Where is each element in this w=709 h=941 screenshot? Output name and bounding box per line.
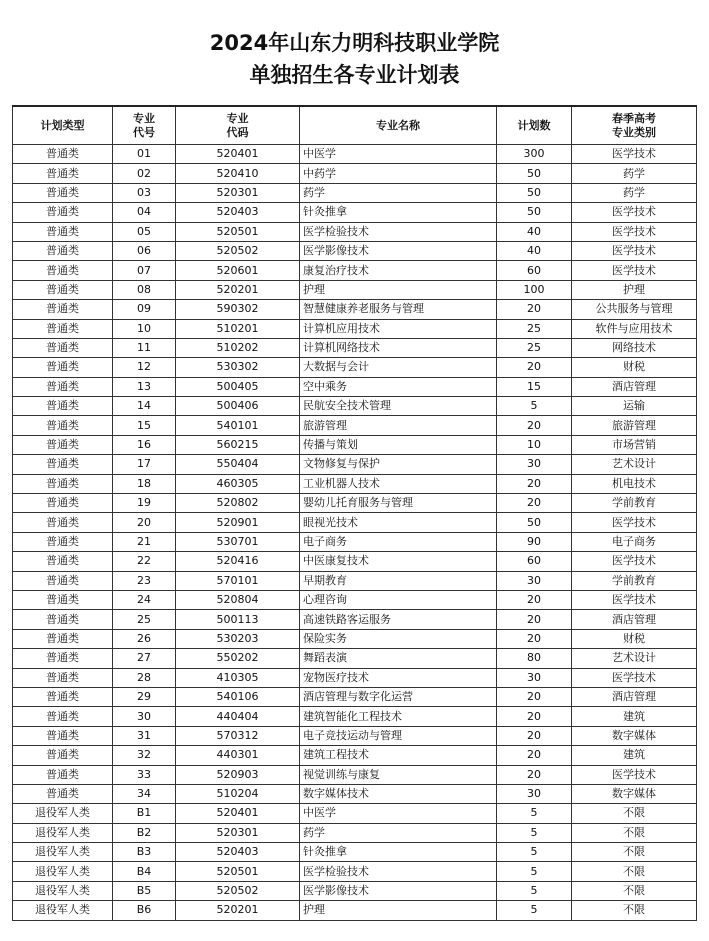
cell-major-name: 电子商务: [300, 532, 497, 551]
cell-major-number: 25: [113, 610, 176, 629]
cell-major-name: 电子竞技运动与管理: [300, 726, 497, 745]
cell-major-name: 针灸推拿: [300, 843, 497, 862]
cell-major-name: 早期教育: [300, 571, 497, 590]
cell-plan-type: 普通类: [13, 552, 113, 571]
cell-major-name: 中医学: [300, 804, 497, 823]
cell-major-name: 婴幼儿托育服务与管理: [300, 494, 497, 513]
cell-major-code: 520804: [176, 590, 300, 609]
cell-major-number: B2: [113, 823, 176, 842]
cell-spring-exam-category: 医学技术: [572, 552, 697, 571]
enrollment-plan-table: [12, 105, 697, 921]
table-row: [13, 183, 697, 202]
cell-major-number: 30: [113, 707, 176, 726]
cell-major-name: 民航安全技术管理: [300, 397, 497, 416]
cell-plan-type: 普通类: [13, 455, 113, 474]
cell-major-number: 20: [113, 513, 176, 532]
cell-major-number: 16: [113, 435, 176, 454]
cell-plan-count: 5: [497, 901, 572, 920]
cell-major-code: 440301: [176, 746, 300, 765]
cell-major-number: 31: [113, 726, 176, 745]
cell-spring-exam-category: 酒店管理: [572, 610, 697, 629]
cell-spring-exam-category: 护理: [572, 280, 697, 299]
table-row: [13, 765, 697, 784]
cell-major-name: 数字媒体技术: [300, 784, 497, 803]
cell-major-name: 药学: [300, 183, 497, 202]
cell-major-number: 08: [113, 280, 176, 299]
cell-spring-exam-category: 建筑: [572, 707, 697, 726]
header-plan-type: 计划类型: [13, 106, 113, 145]
cell-major-number: 09: [113, 300, 176, 319]
table-row: [13, 901, 697, 920]
cell-plan-count: 20: [497, 300, 572, 319]
cell-major-number: 23: [113, 571, 176, 590]
cell-plan-count: 15: [497, 377, 572, 396]
cell-major-name: 中医康复技术: [300, 552, 497, 571]
cell-spring-exam-category: 医学技术: [572, 261, 697, 280]
cell-major-code: 510201: [176, 319, 300, 338]
cell-spring-exam-category: 医学技术: [572, 222, 697, 241]
cell-plan-type: 退役军人类: [13, 862, 113, 881]
cell-major-code: 520601: [176, 261, 300, 280]
cell-plan-count: 50: [497, 183, 572, 202]
cell-major-number: 18: [113, 474, 176, 493]
cell-plan-count: 20: [497, 707, 572, 726]
cell-plan-type: 普通类: [13, 784, 113, 803]
cell-major-code: 500406: [176, 397, 300, 416]
table-row: [13, 784, 697, 803]
cell-major-name: 保险实务: [300, 629, 497, 648]
table-row: [13, 726, 697, 745]
table-row: [13, 746, 697, 765]
cell-major-number: B5: [113, 881, 176, 900]
cell-plan-count: 50: [497, 164, 572, 183]
cell-major-number: 14: [113, 397, 176, 416]
cell-major-code: 520201: [176, 901, 300, 920]
cell-spring-exam-category: 艺术设计: [572, 455, 697, 474]
cell-spring-exam-category: 不限: [572, 881, 697, 900]
cell-plan-count: 100: [497, 280, 572, 299]
table-row: [13, 319, 697, 338]
cell-major-code: 520201: [176, 280, 300, 299]
cell-major-name: 酒店管理与数字化运营: [300, 687, 497, 706]
cell-plan-count: 40: [497, 222, 572, 241]
cell-plan-count: 25: [497, 319, 572, 338]
cell-major-name: 空中乘务: [300, 377, 497, 396]
cell-plan-type: 普通类: [13, 145, 113, 164]
cell-plan-type: 普通类: [13, 319, 113, 338]
table-row: [13, 494, 697, 513]
cell-major-number: 33: [113, 765, 176, 784]
cell-plan-count: 20: [497, 765, 572, 784]
cell-major-code: 530203: [176, 629, 300, 648]
cell-plan-count: 50: [497, 513, 572, 532]
cell-major-code: 510202: [176, 338, 300, 357]
cell-plan-count: 30: [497, 571, 572, 590]
cell-plan-type: 普通类: [13, 338, 113, 357]
table-row: [13, 435, 697, 454]
cell-spring-exam-category: 医学技术: [572, 590, 697, 609]
cell-plan-type: 普通类: [13, 222, 113, 241]
cell-major-number: 01: [113, 145, 176, 164]
cell-plan-type: 普通类: [13, 726, 113, 745]
cell-spring-exam-category: 软件与应用技术: [572, 319, 697, 338]
cell-major-name: 医学影像技术: [300, 881, 497, 900]
cell-spring-exam-category: 艺术设计: [572, 649, 697, 668]
cell-major-code: 560215: [176, 435, 300, 454]
cell-spring-exam-category: 数字媒体: [572, 726, 697, 745]
cell-major-name: 眼视光技术: [300, 513, 497, 532]
cell-plan-type: 普通类: [13, 280, 113, 299]
cell-major-code: 410305: [176, 668, 300, 687]
cell-major-code: 520410: [176, 164, 300, 183]
cell-plan-type: 普通类: [13, 358, 113, 377]
cell-major-code: 500405: [176, 377, 300, 396]
cell-major-code: 520903: [176, 765, 300, 784]
cell-spring-exam-category: 旅游管理: [572, 416, 697, 435]
cell-major-code: 460305: [176, 474, 300, 493]
cell-major-number: B4: [113, 862, 176, 881]
cell-spring-exam-category: 医学技术: [572, 203, 697, 222]
cell-plan-type: 普通类: [13, 416, 113, 435]
table-row: [13, 881, 697, 900]
cell-spring-exam-category: 数字媒体: [572, 784, 697, 803]
header-major-number: 专业 代号: [113, 106, 176, 145]
cell-major-code: 550404: [176, 455, 300, 474]
table-row: [13, 397, 697, 416]
cell-spring-exam-category: 学前教育: [572, 571, 697, 590]
table-row: [13, 610, 697, 629]
cell-plan-count: 5: [497, 397, 572, 416]
cell-major-number: 02: [113, 164, 176, 183]
cell-major-number: B1: [113, 804, 176, 823]
cell-major-code: 520802: [176, 494, 300, 513]
cell-major-name: 智慧健康养老服务与管理: [300, 300, 497, 319]
cell-spring-exam-category: 建筑: [572, 746, 697, 765]
table-row: [13, 843, 697, 862]
cell-plan-type: 普通类: [13, 668, 113, 687]
table-row: [13, 629, 697, 648]
cell-plan-count: 30: [497, 784, 572, 803]
table-row: [13, 145, 697, 164]
cell-major-name: 工业机器人技术: [300, 474, 497, 493]
cell-major-name: 康复治疗技术: [300, 261, 497, 280]
cell-major-number: 28: [113, 668, 176, 687]
table-header-row: [13, 106, 697, 145]
cell-plan-type: 普通类: [13, 203, 113, 222]
cell-spring-exam-category: 酒店管理: [572, 687, 697, 706]
cell-spring-exam-category: 医学技术: [572, 668, 697, 687]
cell-plan-count: 60: [497, 261, 572, 280]
cell-major-name: 护理: [300, 901, 497, 920]
cell-major-code: 500113: [176, 610, 300, 629]
cell-major-number: 21: [113, 532, 176, 551]
cell-major-name: 护理: [300, 280, 497, 299]
cell-plan-type: 普通类: [13, 532, 113, 551]
cell-spring-exam-category: 医学技术: [572, 145, 697, 164]
cell-spring-exam-category: 财税: [572, 358, 697, 377]
cell-plan-type: 普通类: [13, 649, 113, 668]
header-major-code: 专业 代码: [176, 106, 300, 145]
cell-major-number: 26: [113, 629, 176, 648]
cell-major-name: 大数据与会计: [300, 358, 497, 377]
cell-plan-type: 普通类: [13, 474, 113, 493]
cell-plan-type: 普通类: [13, 397, 113, 416]
cell-major-number: B3: [113, 843, 176, 862]
cell-major-number: B6: [113, 901, 176, 920]
cell-major-code: 520301: [176, 823, 300, 842]
cell-major-code: 520901: [176, 513, 300, 532]
cell-plan-count: 20: [497, 629, 572, 648]
cell-plan-count: 20: [497, 687, 572, 706]
table-row: [13, 338, 697, 357]
cell-plan-count: 20: [497, 746, 572, 765]
cell-major-code: 520401: [176, 145, 300, 164]
cell-plan-count: 300: [497, 145, 572, 164]
cell-major-name: 医学检验技术: [300, 222, 497, 241]
cell-plan-count: 90: [497, 532, 572, 551]
cell-major-name: 医学影像技术: [300, 241, 497, 260]
cell-plan-type: 普通类: [13, 241, 113, 260]
cell-major-name: 视觉训练与康复: [300, 765, 497, 784]
table-row: [13, 823, 697, 842]
document-subtitle: 单独招生各专业计划表: [249, 63, 460, 87]
cell-major-name: 旅游管理: [300, 416, 497, 435]
cell-major-name: 传播与策划: [300, 435, 497, 454]
cell-spring-exam-category: 电子商务: [572, 532, 697, 551]
table-row: [13, 164, 697, 183]
cell-plan-type: 普通类: [13, 687, 113, 706]
document-title: 2024年山东力明科技职业学院: [209, 31, 500, 55]
table-row: [13, 241, 697, 260]
cell-major-number: 17: [113, 455, 176, 474]
cell-major-code: 520301: [176, 183, 300, 202]
cell-major-number: 24: [113, 590, 176, 609]
cell-plan-type: 退役军人类: [13, 804, 113, 823]
table-row: [13, 571, 697, 590]
cell-plan-count: 20: [497, 726, 572, 745]
cell-major-name: 中医学: [300, 145, 497, 164]
cell-major-code: 570312: [176, 726, 300, 745]
cell-spring-exam-category: 学前教育: [572, 494, 697, 513]
cell-major-number: 15: [113, 416, 176, 435]
table-row: [13, 687, 697, 706]
cell-plan-type: 普通类: [13, 765, 113, 784]
cell-plan-count: 20: [497, 494, 572, 513]
cell-major-number: 19: [113, 494, 176, 513]
table-row: [13, 455, 697, 474]
table-row: [13, 416, 697, 435]
cell-plan-type: 普通类: [13, 300, 113, 319]
cell-major-name: 心理咨询: [300, 590, 497, 609]
cell-plan-count: 20: [497, 416, 572, 435]
table-body: [13, 145, 697, 921]
cell-major-code: 550202: [176, 649, 300, 668]
cell-major-number: 05: [113, 222, 176, 241]
cell-spring-exam-category: 公共服务与管理: [572, 300, 697, 319]
cell-major-name: 中药学: [300, 164, 497, 183]
cell-plan-type: 普通类: [13, 513, 113, 532]
cell-major-number: 22: [113, 552, 176, 571]
table-row: [13, 862, 697, 881]
cell-plan-type: 普通类: [13, 183, 113, 202]
cell-plan-type: 普通类: [13, 435, 113, 454]
table-row: [13, 377, 697, 396]
cell-major-code: 520502: [176, 241, 300, 260]
cell-major-code: 520501: [176, 862, 300, 881]
cell-major-name: 建筑智能化工程技术: [300, 707, 497, 726]
cell-plan-type: 退役军人类: [13, 881, 113, 900]
cell-major-code: 520501: [176, 222, 300, 241]
table-row: [13, 552, 697, 571]
cell-major-code: 530302: [176, 358, 300, 377]
cell-plan-count: 20: [497, 358, 572, 377]
cell-spring-exam-category: 市场营销: [572, 435, 697, 454]
cell-major-name: 建筑工程技术: [300, 746, 497, 765]
cell-plan-count: 25: [497, 338, 572, 357]
cell-spring-exam-category: 不限: [572, 804, 697, 823]
header-major-name: 专业名称: [300, 106, 497, 145]
cell-plan-type: 普通类: [13, 571, 113, 590]
cell-spring-exam-category: 不限: [572, 901, 697, 920]
cell-major-code: 540106: [176, 687, 300, 706]
table-row: [13, 300, 697, 319]
cell-major-code: 520502: [176, 881, 300, 900]
cell-major-number: 11: [113, 338, 176, 357]
cell-major-name: 宠物医疗技术: [300, 668, 497, 687]
table-row: [13, 474, 697, 493]
cell-spring-exam-category: 不限: [572, 862, 697, 881]
cell-major-code: 570101: [176, 571, 300, 590]
cell-plan-count: 20: [497, 610, 572, 629]
cell-major-code: 510204: [176, 784, 300, 803]
cell-spring-exam-category: 机电技术: [572, 474, 697, 493]
cell-plan-count: 5: [497, 823, 572, 842]
cell-plan-count: 50: [497, 203, 572, 222]
cell-plan-count: 10: [497, 435, 572, 454]
cell-major-name: 计算机网络技术: [300, 338, 497, 357]
cell-major-name: 文物修复与保护: [300, 455, 497, 474]
table-row: [13, 590, 697, 609]
table-row: [13, 280, 697, 299]
table-row: [13, 222, 697, 241]
cell-spring-exam-category: 财税: [572, 629, 697, 648]
cell-plan-type: 普通类: [13, 707, 113, 726]
table-row: [13, 707, 697, 726]
cell-major-number: 03: [113, 183, 176, 202]
cell-plan-count: 30: [497, 668, 572, 687]
cell-major-number: 04: [113, 203, 176, 222]
cell-major-code: 520403: [176, 203, 300, 222]
table-row: [13, 513, 697, 532]
cell-plan-type: 退役军人类: [13, 823, 113, 842]
cell-plan-type: 普通类: [13, 746, 113, 765]
cell-spring-exam-category: 酒店管理: [572, 377, 697, 396]
cell-spring-exam-category: 不限: [572, 843, 697, 862]
cell-plan-count: 5: [497, 862, 572, 881]
cell-plan-count: 20: [497, 590, 572, 609]
cell-major-code: 520401: [176, 804, 300, 823]
cell-plan-count: 20: [497, 474, 572, 493]
cell-major-number: 13: [113, 377, 176, 396]
cell-major-name: 舞蹈表演: [300, 649, 497, 668]
cell-plan-type: 普通类: [13, 629, 113, 648]
cell-plan-type: 普通类: [13, 494, 113, 513]
table-row: [13, 203, 697, 222]
cell-major-name: 高速铁路客运服务: [300, 610, 497, 629]
cell-spring-exam-category: 药学: [572, 164, 697, 183]
cell-plan-count: 40: [497, 241, 572, 260]
table-row: [13, 668, 697, 687]
cell-spring-exam-category: 医学技术: [572, 241, 697, 260]
cell-major-name: 医学检验技术: [300, 862, 497, 881]
cell-major-number: 27: [113, 649, 176, 668]
cell-spring-exam-category: 药学: [572, 183, 697, 202]
cell-major-code: 530701: [176, 532, 300, 551]
cell-spring-exam-category: 网络技术: [572, 338, 697, 357]
cell-spring-exam-category: 不限: [572, 823, 697, 842]
cell-plan-type: 退役军人类: [13, 843, 113, 862]
cell-major-code: 520403: [176, 843, 300, 862]
header-plan-count: 计划数: [497, 106, 572, 145]
header-spring-exam-category: 春季高考 专业类别: [572, 106, 697, 145]
cell-major-number: 34: [113, 784, 176, 803]
cell-spring-exam-category: 运输: [572, 397, 697, 416]
table-row: [13, 261, 697, 280]
cell-plan-type: 普通类: [13, 261, 113, 280]
cell-plan-type: 退役军人类: [13, 901, 113, 920]
cell-major-number: 32: [113, 746, 176, 765]
table-row: [13, 532, 697, 551]
cell-plan-count: 5: [497, 804, 572, 823]
table-row: [13, 358, 697, 377]
cell-plan-count: 80: [497, 649, 572, 668]
cell-major-code: 590302: [176, 300, 300, 319]
cell-plan-count: 5: [497, 881, 572, 900]
cell-plan-count: 30: [497, 455, 572, 474]
cell-spring-exam-category: 医学技术: [572, 765, 697, 784]
table-row: [13, 804, 697, 823]
cell-major-number: 07: [113, 261, 176, 280]
cell-major-number: 12: [113, 358, 176, 377]
cell-major-number: 29: [113, 687, 176, 706]
cell-major-number: 10: [113, 319, 176, 338]
cell-major-code: 440404: [176, 707, 300, 726]
cell-major-code: 520416: [176, 552, 300, 571]
cell-plan-type: 普通类: [13, 377, 113, 396]
cell-plan-type: 普通类: [13, 610, 113, 629]
cell-major-number: 06: [113, 241, 176, 260]
cell-plan-type: 普通类: [13, 164, 113, 183]
cell-major-name: 药学: [300, 823, 497, 842]
cell-major-code: 540101: [176, 416, 300, 435]
cell-plan-count: 60: [497, 552, 572, 571]
cell-plan-count: 5: [497, 843, 572, 862]
cell-major-name: 针灸推拿: [300, 203, 497, 222]
table-row: [13, 649, 697, 668]
cell-plan-type: 普通类: [13, 590, 113, 609]
cell-major-name: 计算机应用技术: [300, 319, 497, 338]
cell-spring-exam-category: 医学技术: [572, 513, 697, 532]
